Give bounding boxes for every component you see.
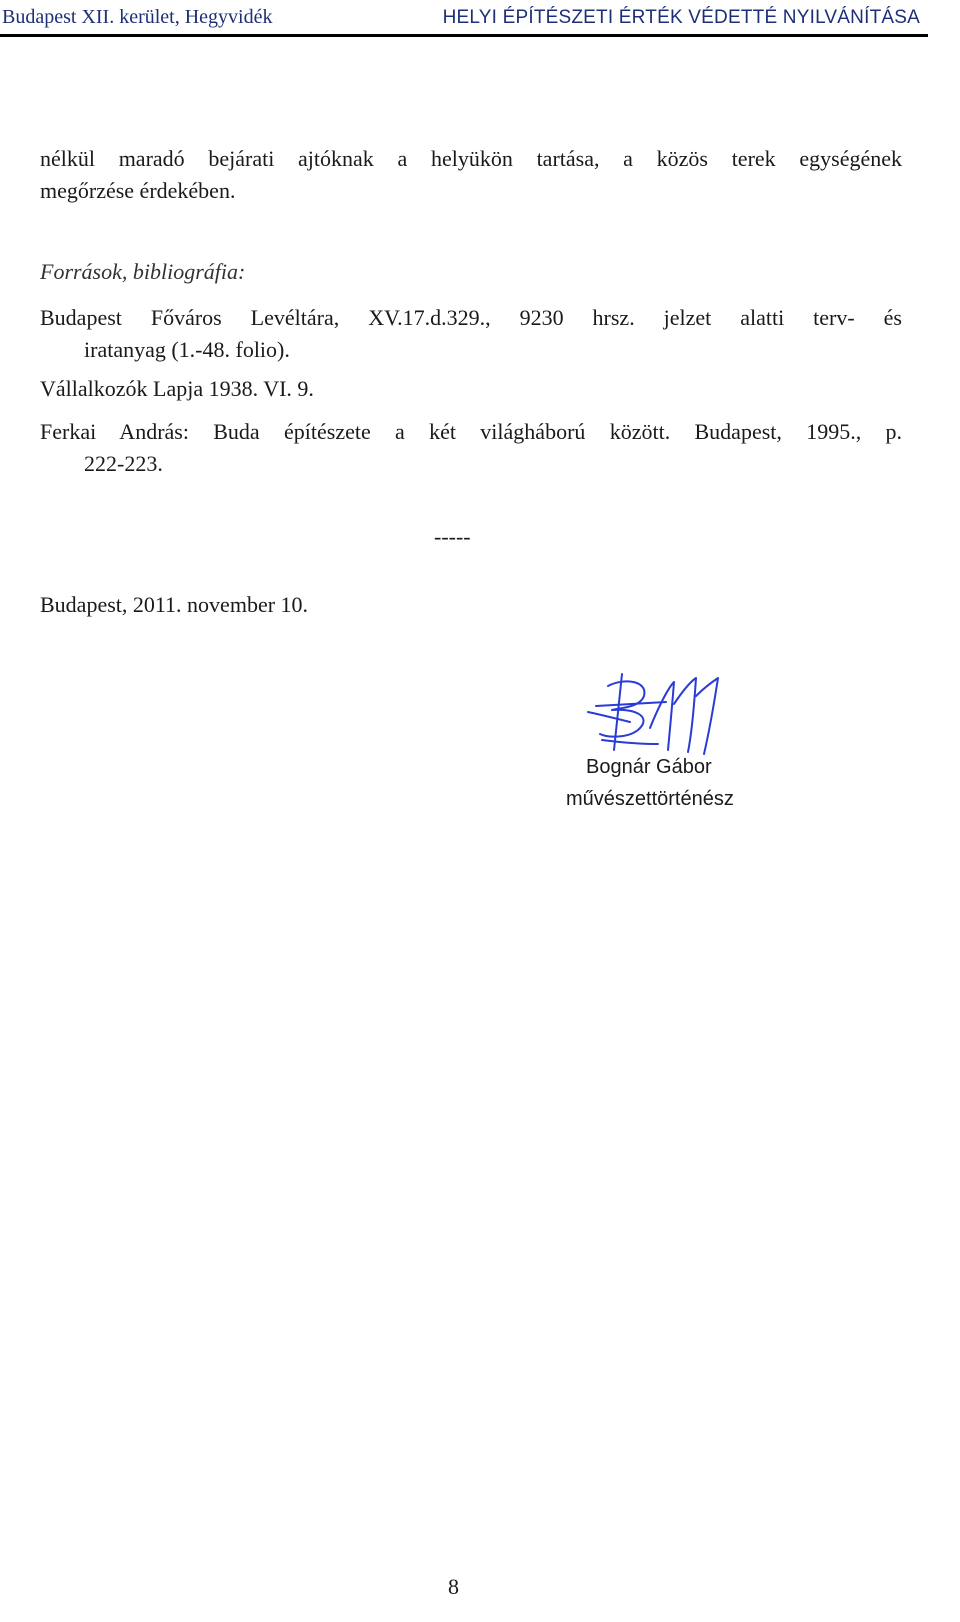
handwritten-signature xyxy=(578,668,738,768)
source-1-line-1: Budapest Főváros Levéltára, XV.17.d.329., 9230 hrsz. jelzet alatti terv- és xyxy=(40,305,902,330)
paragraph-line-1: nélkül maradó bejárati ajtóknak a helyükön tartása, a közös terek egységének xyxy=(40,146,902,171)
page-header xyxy=(0,0,928,38)
signing-date: Budapest, 2011. november 10. xyxy=(40,592,309,617)
signatory-title: művészettörténész xyxy=(566,788,734,810)
source-2: Vállalkozók Lapja 1938. VI. 9. xyxy=(40,376,314,401)
source-1-line-2: iratanyag (1.-48. folio). xyxy=(84,337,290,362)
sources-heading: Források, bibliográfia: xyxy=(40,259,246,284)
paragraph-line-2: megőrzése érdekében. xyxy=(40,178,236,203)
source-3-line-2: 222-223. xyxy=(84,451,163,476)
section-separator: ----- xyxy=(434,524,471,549)
source-3-line-1: Ferkai András: Buda építészete a két világháború között. Budapest, 1995., p. xyxy=(40,419,902,444)
signatory-name: Bognár Gábor xyxy=(586,756,712,778)
header-district: Budapest XII. kerület, Hegyvidék xyxy=(2,6,273,28)
header-document-title: HELYI ÉPÍTÉSZETI ÉRTÉK VÉDETTÉ NYILVÁNÍTÁSA xyxy=(442,7,920,28)
page-number: 8 xyxy=(448,1574,459,1599)
